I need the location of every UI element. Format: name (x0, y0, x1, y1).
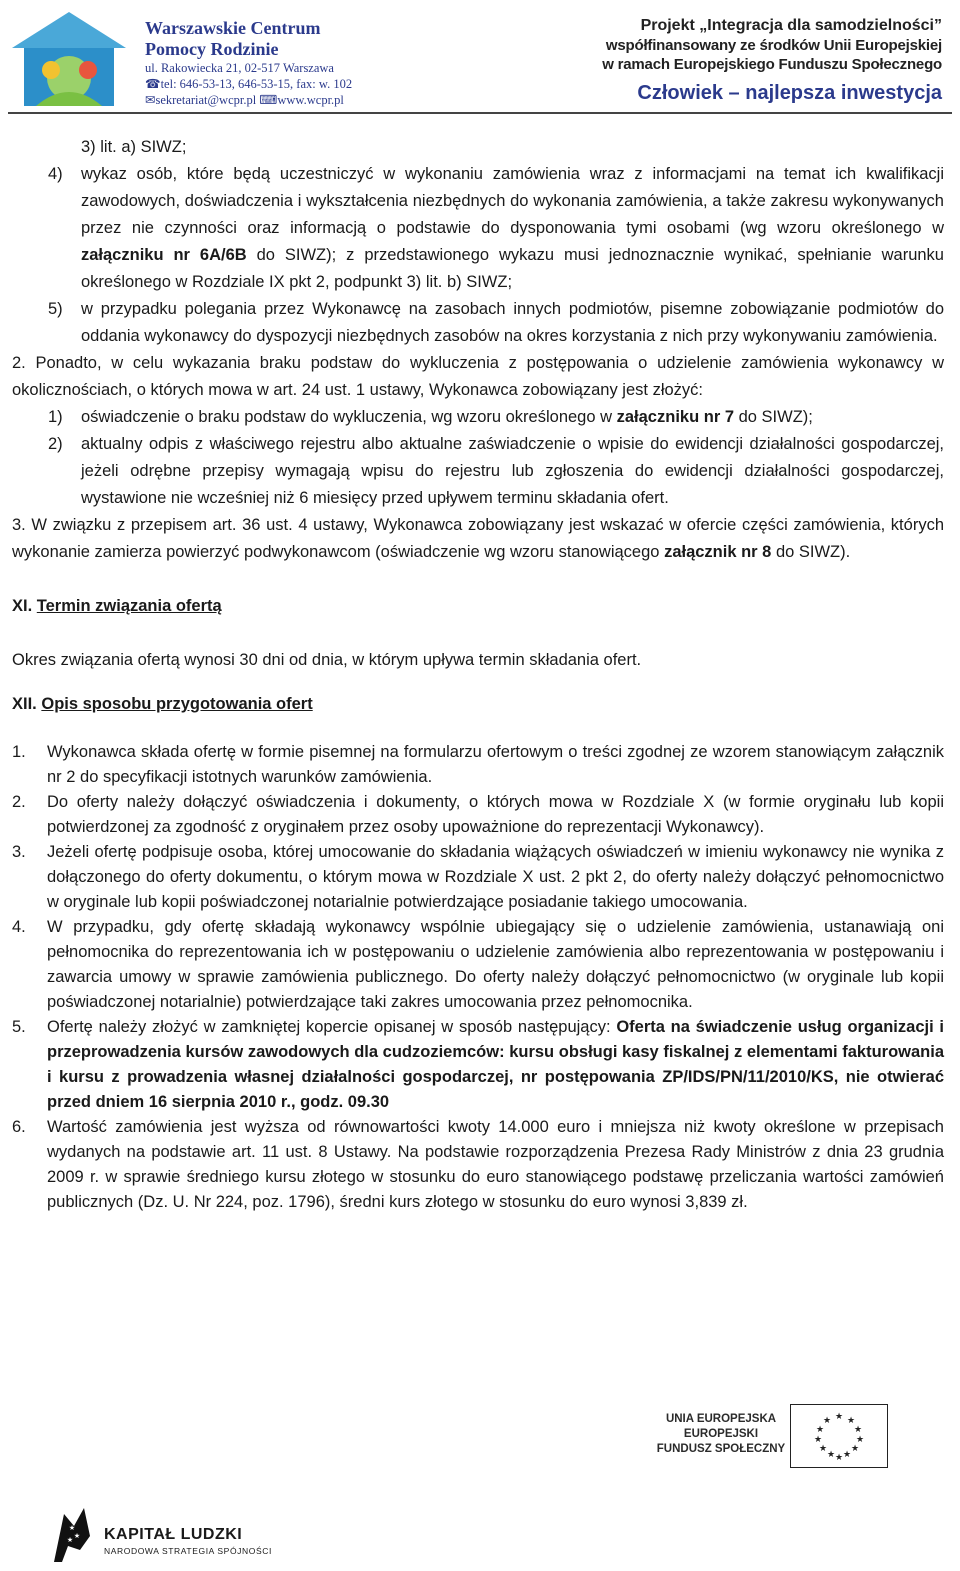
section-heading-xii (12, 691, 944, 718)
header-divider (8, 112, 952, 114)
eu-line-3: FUNDUSZ SPOŁECZNY (656, 1443, 786, 1455)
list-number: 4. (12, 918, 26, 936)
svg-text:★: ★ (855, 1435, 865, 1445)
svg-text:★: ★ (826, 1450, 836, 1460)
eu-text (656, 1412, 786, 1457)
svg-text:★: ★ (815, 1425, 825, 1435)
paragraph-xi: Okres związania ofertą wynosi 30 dni od dnia, w którym upływa termin składania ofert. (12, 651, 642, 669)
list-item (12, 840, 944, 915)
list-number: 3. (12, 843, 26, 861)
svg-text:★: ★ (822, 1416, 832, 1426)
list-item (12, 404, 944, 431)
svg-text:★: ★ (834, 1453, 844, 1463)
eu-logo (656, 1404, 890, 1468)
item-text: oświadczenie o braku podstaw do wykluczenia, wg wzoru określonego w (81, 408, 617, 426)
item-text: aktualny odpis z właściwego rejestru albo aktualne zaświadczenie o wpisie do ewidencji działalności gospodarczej, jeżeli odrębne przepisy wymagają wpisu do rejestru lub zgłoszenia do ewidencji działalności gospodarczej, wystawione nie wcześniej niż 6 miesięcy przed upływem terminu składania ofert. (81, 435, 944, 507)
svg-text:★: ★ (834, 1412, 844, 1422)
section-title: Opis sposobu przygotowania ofert (41, 695, 313, 713)
list-number: 2. (12, 793, 26, 811)
svg-text:★: ★ (66, 1536, 74, 1544)
section-number: XI. (12, 597, 33, 615)
continuation-line: 3) lit. a) SIWZ; (81, 138, 187, 156)
org-name-line-1: Warszawskie Centrum (145, 18, 321, 38)
item-text: do SIWZ); (734, 408, 813, 426)
paragraph-3 (12, 512, 944, 566)
list-item (12, 1015, 944, 1115)
item-text: Do oferty należy dołączyć oświadczenia i dokumenty, o których mowa w Rozdziale X (w formie oryginału lub kopii potwierdzonej za zgodność z oryginałem przez osoby upoważnione do reprezentacji Wykonawcy). (47, 793, 944, 836)
list-number: 4) (48, 165, 63, 183)
item-text: Jeżeli ofertę podpisuje osoba, której umocowanie do składania wiążących oświadczeń w imieniu wykonawcy nie wynika z dołączonego do oferty dokumentu, o którym mowa w Rozdziale X ust. 2 pkt 2, do oferty należy dołączyć pełnomocnictwo w oryginale lub kopii poświadczonej notarialnie potwierdzające posiadanie takiego umocowania. (47, 843, 944, 911)
org-phone: ☎tel: 646-53-13, 646-53-15, fax: w. 102 (145, 77, 353, 91)
section-title: Termin związania ofertą (36, 597, 222, 615)
list-number: 1. (12, 743, 26, 761)
org-address: ul. Rakowiecka 21, 02-517 Warszawa (145, 61, 334, 75)
svg-text:★: ★ (813, 1435, 823, 1445)
item-text: Wykonawca składa ofertę w formie pisemnej na formularzu ofertowym o treści zgodnej ze wzorem stanowiącym załącznik nr 2 do specyfikacji istotnych warunków zamówienia. (47, 743, 944, 786)
list-number: 5. (12, 1018, 26, 1036)
item-text: wykaz osób, które będą uczestniczyć w wykonaniu zamówienia wraz z informacjami na temat ich kwalifikacji zawodowych, doświadczenia i wykształcenia niezbędnych do wykonania zamówienia, a także zakresu wykonywanych przez nie czynności oraz informacją o podstawie do dysponowania tymi osobami (wg wzoru określonego w (81, 165, 944, 237)
item-text: Ofertę należy złożyć w zamkniętej kopercie opisanej w sposób następujący: (47, 1018, 617, 1036)
list-item (12, 431, 944, 512)
svg-text:★: ★ (842, 1450, 852, 1460)
item-text: do SIWZ); z przedstawionego wykazu musi jednoznacznie wynikać, spełnianie warunku określonego w Rozdziale IX pkt 2, podpunkt 3) lit. b) SIWZ; (81, 246, 944, 291)
list-number: 2) (48, 435, 63, 453)
paragraph-text: 3. W związku z przepisem art. 36 ust. 4 ustawy, Wykonawca zobowiązany jest wskazać w ofercie części zamówienia, których wykonanie zamierza powierzyć podwykonawcom (oświadczenie wg wzoru stanowiącego (12, 516, 944, 561)
eu-stars-flag-icon (790, 1404, 888, 1468)
list-number: 6. (12, 1118, 26, 1136)
section-heading-xi (12, 593, 944, 620)
list-item (12, 740, 944, 790)
project-line-3: w ramach Europejskiego Funduszu Społecznego (602, 56, 942, 73)
kl-title: KAPITAŁ LUDZKI (104, 1526, 243, 1543)
kapital-ludzki-logo (44, 1506, 284, 1566)
page-header (0, 0, 960, 118)
list-item (12, 161, 944, 296)
wcpr-house-logo (6, 8, 132, 112)
section-number: XII. (12, 695, 37, 713)
item-text-bold: załączniku nr 7 (616, 408, 735, 426)
item-text-bold: załączniku nr 6A/6B (81, 246, 247, 264)
eu-line-1: UNIA EUROPEJSKA (665, 1413, 777, 1425)
list-number: 1) (48, 408, 63, 426)
organization-block (145, 18, 352, 108)
item-text: Wartość zamówienia jest wyższa od równowartości kwoty 14.000 euro i mniejsza niż kwoty określone w przepisach wydanych na podstawie art. 11 ust. 8 Ustawy. Na podstawie rozporządzenia Prezesa Rady Ministrów z dnia 23 grudnia 2009 r. w sprawie średniego kursu złotego w stosunku do euro stanowiącego podstawę przeliczania wartości zamówień publicznych (Dz. U. Nr 224, poz. 1796), średni kurs złotego w stosunku do euro wynosi 3,839 zł. (47, 1118, 944, 1211)
paragraph-2: 2. Ponadto, w celu wykazania braku podstaw do wykluczenia z postępowania o udzielenie zamówienia wykonawcy w okolicznościach, o których mowa w art. 24 ust. 1 ustawy, Wykonawca zobowiązany jest złożyć: (12, 354, 944, 399)
svg-text:★: ★ (846, 1416, 856, 1426)
project-block (602, 16, 942, 108)
list-item (12, 296, 944, 350)
item-text-bold: Oferta na świadczenie usług organizacji i przeprowadzenia kursów zawodowych dla cudzoziemców: kursu obsługi kasy fiskalnej z elementami fakturowania i kursu z prowadzenia własnej działalności gospodarczej, nr postępowania ZP/IDS/PN/11/2010/KS, nie otwierać przed dniem 16 sierpnia 2010 r., godz. 09.30 (47, 1018, 945, 1111)
item-text: W przypadku, gdy ofertę składają wykonawcy wspólnie ubiegający się o udzielenie zamówienia, ustanawiają oni pełnomocnika do reprezentowania ich w postępowaniu o udzielenie zamówienia albo reprezentowania w postępowaniu i zawarcia umowy w sprawie zamówienia publicznego. Do oferty należy dołączyć pełnomocnictwo (w oryginale lub kopii poświadczonej notarialnie) potwierdzające taki zakres umocowania przez pełnomocnika. (47, 918, 944, 1011)
slogan: Człowiek – najlepsza inwestycja (637, 82, 942, 104)
kapital-ludzki-emblem-icon (44, 1506, 98, 1564)
org-contact: ✉sekretariat@wcpr.pl ⌨www.wcpr.pl (145, 93, 344, 107)
document-body (12, 134, 944, 1215)
list-item (12, 1115, 944, 1215)
project-line-2: współfinansowany ze środków Unii Europejskiej (605, 37, 942, 54)
org-name-line-2: Pomocy Rodzinie (145, 39, 279, 59)
eu-line-2: EUROPEJSKI (683, 1428, 759, 1440)
svg-text:★: ★ (853, 1425, 863, 1435)
list-number: 5) (48, 300, 63, 318)
svg-text:★: ★ (73, 1532, 81, 1540)
item-text: w przypadku polegania przez Wykonawcę na zasobach innych podmiotów, pisemne zobowiązanie podmiotów do oddania wykonawcy do dyspozycji niezbędnych zasobów na okres korzystania z nich przy wykonywaniu zamówienia. (81, 300, 944, 345)
list-item (12, 915, 944, 1015)
list-item (12, 790, 944, 840)
svg-text:★: ★ (68, 1524, 76, 1532)
kl-subtitle: NARODOWA STRATEGIA SPÓJNOŚCI (104, 1546, 272, 1556)
svg-text:★: ★ (818, 1444, 828, 1454)
paragraph-text-bold: załącznik nr 8 (664, 543, 772, 561)
svg-text:★: ★ (850, 1444, 860, 1454)
project-line-1: Projekt „Integracja dla samodzielności” (640, 17, 942, 34)
paragraph-text: do SIWZ). (771, 543, 851, 561)
